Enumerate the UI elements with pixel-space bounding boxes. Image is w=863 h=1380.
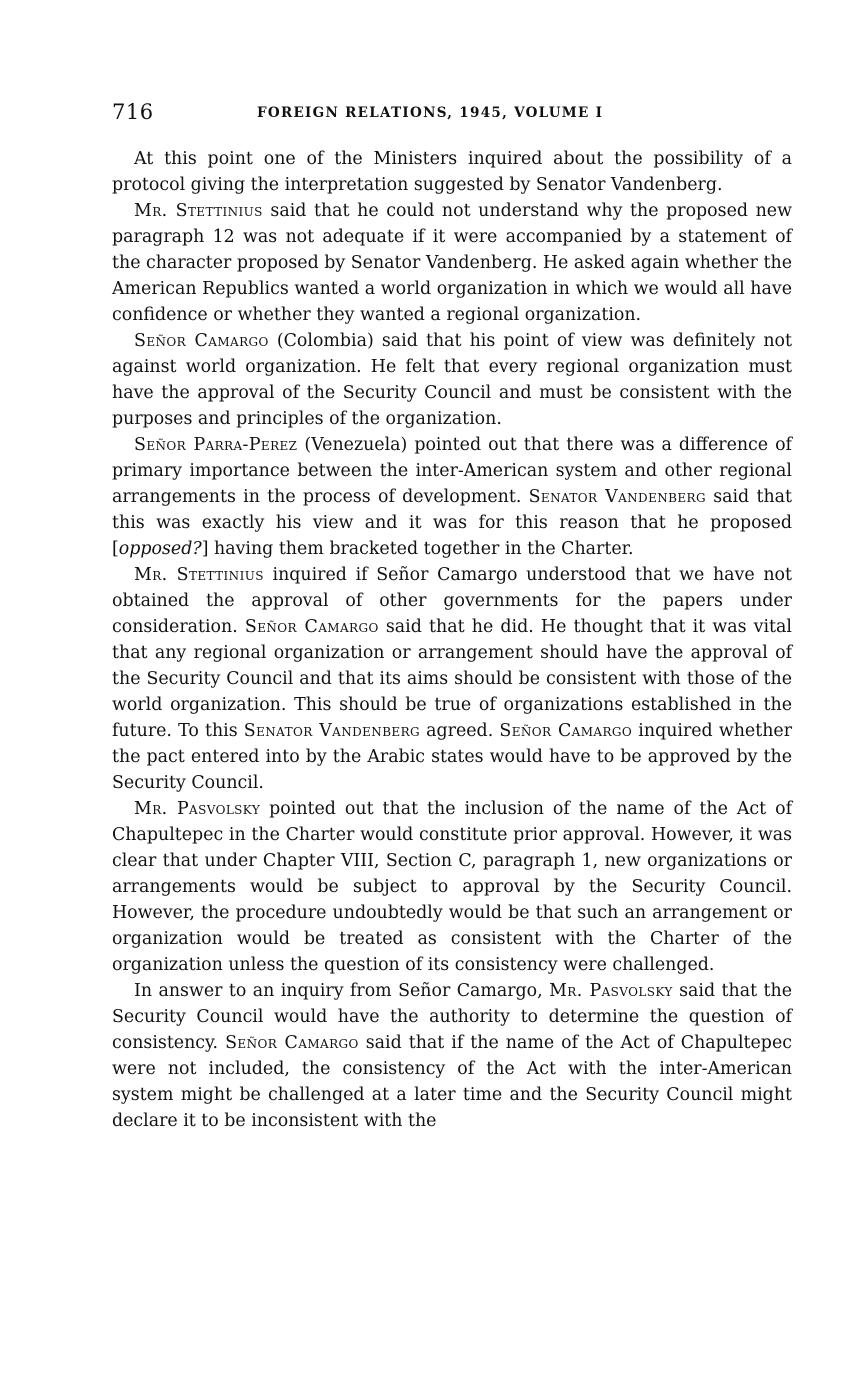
page-number: 716 [112,100,154,124]
speaker-vandenberg: Senator Vandenberg [528,487,706,507]
speaker-parra-perez: Señor Parra-Perez [134,435,298,455]
paragraph-4-text-1: (Venezuela) pointed out that there was a difference of primary importance between the inter-American system and other regional arrangements in the process of development. [112,435,792,507]
paragraph-5-text-4: inquired whether the pact entered into by the Arabic states would have to be approved by the Security Council. [112,721,793,793]
paragraph-4-text-3: ] having them bracketed together in the Charter. [201,539,634,559]
paragraph-7 [112,978,792,1134]
paragraph-5-text-3: agreed. [420,721,500,741]
editorial-insertion: opposed? [118,539,202,559]
running-header-title: FOREIGN RELATIONS, 1945, VOLUME I [257,105,604,121]
paragraph-4-text-2: said that this was exactly his view and it was for this reason that he proposed [ [112,487,792,559]
speaker-pasvolsky: Mr. Pasvolsky [549,981,673,1001]
paragraph-3 [112,328,792,432]
speaker-camargo: Señor Camargo [244,617,379,637]
document-page [112,100,792,1134]
speaker-camargo: Señor Camargo [134,331,269,351]
paragraph-1-text: At this point one of the Ministers inquired about the possibility of a protocol giving the interpretation suggested by Senator Vandenberg. [112,149,792,195]
paragraph-7-text-3: said that if the name of the Act of Chapultepec were not included, the consistency of the Act with the inter-American system might be challenged at a later time and the Security Council might declare it to be inconsistent with the [112,1033,792,1131]
paragraph-5 [112,562,792,796]
running-header [112,100,792,134]
speaker-camargo: Señor Camargo [499,721,633,741]
paragraph-2-text: said that he could not understand why the proposed new paragraph 12 was not adequate if it were accompanied by a statement of the character proposed by Senator Vandenberg. He asked again whether the American Republics wanted a world organization in which we would all have confidence or whether they wanted a regional organization. [112,201,793,325]
paragraph-2 [112,198,792,328]
paragraph-7-text-1: In answer to an inquiry from Señor Camargo, [134,981,550,1001]
paragraph-6-text: pointed out that the inclusion of the name of the Act of Chapultepec in the Charter would constitute prior approval. However, it was clear that under Chapter VIII, Section C, paragraph 1, new organizations or arrangements would be subject to approval by the Security Council. However, the procedure undoubtedly would be that such an arrangement or organization would be treated as consistent with the Charter of the organization unless the question of its consistency were challenged. [112,799,793,975]
paragraph-6 [112,796,792,978]
paragraph-4 [112,432,792,562]
paragraph-7-text-2: said that the Security Council would have the authority to determine the question of consistency. [112,981,792,1053]
speaker-pasvolsky: Mr. Pasvolsky [134,799,261,819]
speaker-stettinius: Mr. Stettinius [134,201,263,221]
speaker-vandenberg: Senator Vandenberg [243,721,421,741]
paragraph-3-text: (Colombia) said that his point of view was definitely not against world organization. He felt that every regional organization must have the approval of the Security Council and must be consistent with the purposes and principles of the organization. [112,331,792,429]
paragraph-1 [112,146,792,198]
speaker-camargo: Señor Camargo [225,1033,359,1053]
paragraph-5-text-1: inquired if Señor Camargo understood that we have not obtained the approval of other governments for the papers under consideration. [112,565,792,637]
speaker-stettinius: Mr. Stettinius [134,565,264,585]
paragraph-5-text-2: said that he did. He thought that it was vital that any regional organization or arrangement should have the approval of the Security Council and that its aims should be consistent with those of the world organization. This should be true of organizations established in the future. To this [112,617,792,741]
body-text [112,146,792,1134]
